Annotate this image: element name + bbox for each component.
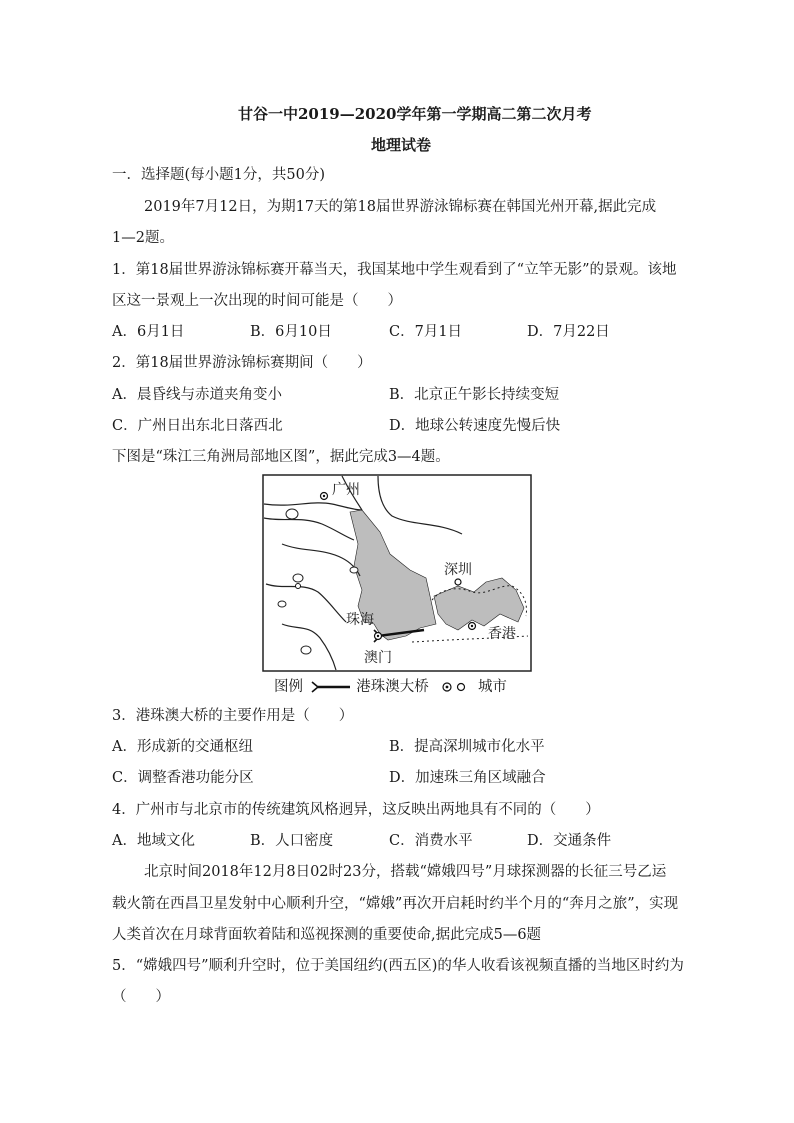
q1-option-d[interactable]: D．7月22日 xyxy=(527,324,610,340)
passage-1-line-1: 2019年7月12日，为期17天的第18届世界游泳锦标赛在韩国光州开幕,据此完成 xyxy=(144,199,657,215)
question-4-stem: 4．广州市与北京市的传统建筑风格迥异，这反映出两地具有不同的（ ） xyxy=(112,802,600,818)
island xyxy=(350,567,358,573)
question-5-line-1: 5．“嫦娥四号”顺利升空时，位于美国纽约(西五区)的华人收看该视频直播的当地区时约为 xyxy=(112,958,684,974)
q2-option-a[interactable]: A．晨昏线与赤道夹角变小 xyxy=(112,387,282,403)
city-marker-guangzhou-dot xyxy=(323,495,325,497)
island xyxy=(301,646,311,654)
q3-option-a[interactable]: A．形成新的交通枢纽 xyxy=(112,739,253,755)
passage-2-line-3: 人类首次在月球背面软着陆和巡视探测的重要使命,据此完成5—6题 xyxy=(112,927,542,943)
q2-option-b[interactable]: B．北京正午影长持续变短 xyxy=(389,387,560,403)
question-2-stem: 2．第18届世界游泳锦标赛期间（ ） xyxy=(112,355,372,371)
island xyxy=(278,601,286,607)
question-1-line-2: 区这一景观上一次出现的时间可能是（ ） xyxy=(112,293,402,309)
passage-2-line-1: 北京时间2018年12月8日02时23分，搭载“嫦娥四号”月球探测器的长征三号乙运 xyxy=(144,864,667,880)
city-marker-small xyxy=(296,584,301,589)
bridge-legend-icon xyxy=(308,680,352,694)
label-shenzhen: 深圳 xyxy=(444,562,472,578)
legend-city: 城市 xyxy=(477,679,507,695)
q4-option-a[interactable]: A．地域文化 xyxy=(112,833,195,849)
island xyxy=(286,509,298,519)
exam-subtitle: 地理试卷 xyxy=(371,136,432,154)
q4-option-d[interactable]: D．交通条件 xyxy=(527,833,612,849)
q2-option-c[interactable]: C．广州日出东北日落西北 xyxy=(112,418,283,434)
city-legend-icon xyxy=(439,680,473,694)
q2-option-d[interactable]: D．地球公转速度先慢后快 xyxy=(389,418,561,434)
city-marker-shenzhen xyxy=(455,579,461,585)
legend-bridge: 港珠澳大桥 xyxy=(356,679,429,695)
q4-option-c[interactable]: C．消费水平 xyxy=(389,833,473,849)
map-intro: 下图是“珠江三角洲局部地区图”，据此完成3—4题。 xyxy=(112,449,450,465)
q3-option-b[interactable]: B．提高深圳城市化水平 xyxy=(389,739,545,755)
map-legend xyxy=(274,677,507,697)
pearl-river-delta-map xyxy=(262,474,532,674)
q3-option-d[interactable]: D．加速珠三角区域融合 xyxy=(389,770,546,786)
city-marker-zhuhai-dot xyxy=(377,635,379,637)
label-macau: 澳门 xyxy=(364,650,392,666)
passage-1-line-2: 1—2题。 xyxy=(112,230,174,246)
question-1-line-1: 1．第18届世界游泳锦标赛开幕当天，我国某地中学生观看到了“立竿无影”的景观。该地 xyxy=(112,262,677,278)
question-3-stem: 3．港珠澳大桥的主要作用是（ ） xyxy=(112,708,354,724)
section-heading: 一．选择题(每小题1分，共50分) xyxy=(112,167,325,183)
passage-2-line-2: 载火箭在西昌卫星发射中心顺利升空，“嫦娥”再次开启耗时约半个月的“奔月之旅”，实现 xyxy=(112,896,679,912)
question-5-line-2: （ ） xyxy=(112,989,170,1005)
city-marker-hongkong-dot xyxy=(471,625,473,627)
q1-option-c[interactable]: C．7月1日 xyxy=(389,324,463,340)
q4-option-b[interactable]: B．人口密度 xyxy=(250,833,334,849)
q3-option-c[interactable]: C．调整香港功能分区 xyxy=(112,770,254,786)
island xyxy=(293,574,303,582)
label-zhuhai: 珠海 xyxy=(346,612,374,628)
legend-prefix: 图例 xyxy=(274,679,303,695)
label-hongkong: 香港 xyxy=(488,626,516,642)
q1-option-b[interactable]: B．6月10日 xyxy=(250,324,332,340)
label-guangzhou: 广州 xyxy=(332,482,360,498)
exam-title: 甘谷一中2019—2020学年第一学期高二第二次月考 xyxy=(238,105,592,123)
q1-option-a[interactable]: A．6月1日 xyxy=(112,324,185,340)
